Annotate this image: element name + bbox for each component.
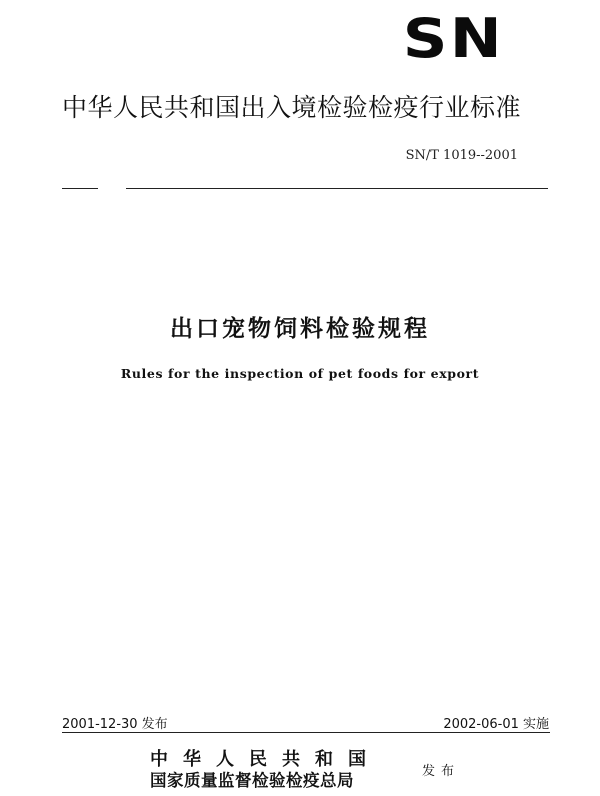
issue-date: 2001-12-30 发布 xyxy=(62,717,168,732)
issuer-action: 发布 xyxy=(422,764,461,779)
standard-code: SN/T 1019--2001 xyxy=(405,148,518,163)
header-divider-gap xyxy=(98,186,126,190)
sn-logo: SN xyxy=(402,7,504,70)
document-title-english: Rules for the inspection of pet foods for export xyxy=(120,366,480,381)
issuer-country: 中华人民共和国 xyxy=(150,749,381,770)
implementation-date: 2002-06-01 实施 xyxy=(443,717,549,732)
footer-divider xyxy=(62,732,550,733)
header-divider xyxy=(62,188,548,189)
standard-category: 中华人民共和国出入境检验检疫行业标准 xyxy=(62,93,522,122)
issuer-agency: 国家质量监督检验检疫总局 xyxy=(150,771,354,790)
document-title-chinese: 出口宠物饲料检验规程 xyxy=(170,316,430,342)
